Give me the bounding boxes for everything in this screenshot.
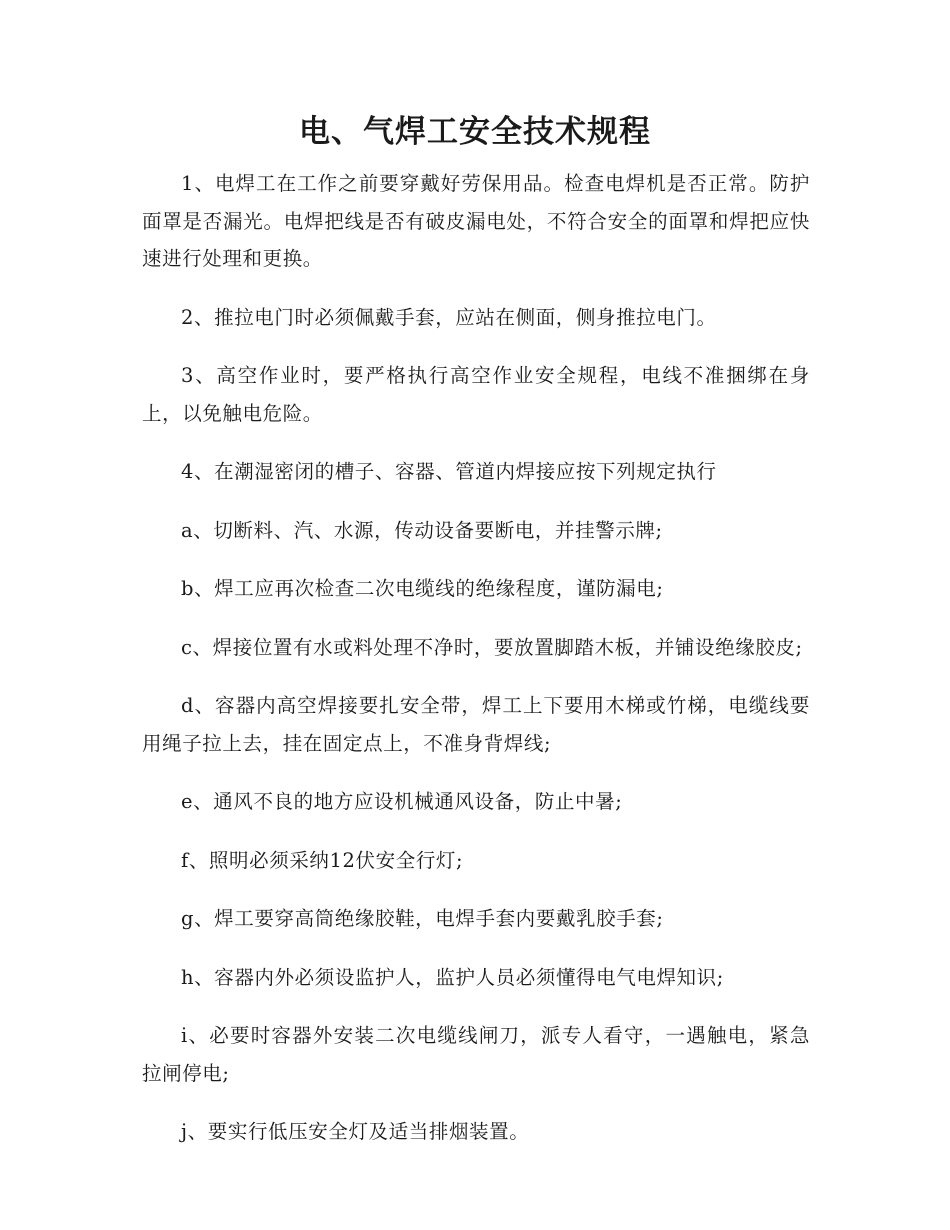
paragraph: a、切断料、汽、水源，传动设备要断电，并挂警示牌; [181, 518, 663, 542]
paragraph: d、容器内高空焊接要扎安全带，焊工上下要用木梯或竹梯，电缆线要用绳子拉上去，挂在固定点上，不准身背焊线; [142, 694, 810, 755]
paragraph: 2、推拉电门时必须佩戴手套，应站在侧面，侧身推拉电门。 [181, 305, 717, 329]
paragraph: c、焊接位置有水或料处理不净时，要放置脚踏木板，并铺设绝缘胶皮; [181, 635, 803, 659]
paragraph: 1、电焊工在工作之前要穿戴好劳保用品。检查电焊机是否正常。防护面罩是否漏光。电焊把线是否有破皮漏电处，不符合安全的面罩和焊把应快速进行处理和更换。 [142, 172, 810, 270]
paragraph: b、焊工应再次检查二次电缆线的绝缘程度，谨防漏电; [181, 577, 664, 600]
paragraph: i、必要时容器外安装二次电缆线闸刀，派专人看守，一遇触电，紧急拉闸停电; [142, 1024, 810, 1085]
paragraph: 3、高空作业时，要严格执行高空作业安全规程，电线不准捆绑在身上，以免触电危险。 [142, 364, 810, 425]
paragraph: g、焊工要穿高筒绝缘胶鞋，电焊手套内要戴乳胶手套; [181, 907, 664, 930]
document-title: 电、气焊工安全技术规程 [299, 114, 651, 150]
paragraph: h、容器内外必须设监护人，监护人员必须懂得电气电焊知识; [181, 965, 724, 989]
paragraph: j、要实行低压安全灯及适当排烟装置。 [181, 1120, 530, 1143]
document-body [142, 165, 810, 1172]
paragraph: e、通风不良的地方应设机械通风设备，防止中暑; [181, 790, 623, 813]
paragraph: f、照明必须采纳12伏安全行灯; [181, 848, 464, 872]
paragraph: 4、在潮湿密闭的槽子、容器、管道内焊接应按下列规定执行 [181, 460, 717, 483]
